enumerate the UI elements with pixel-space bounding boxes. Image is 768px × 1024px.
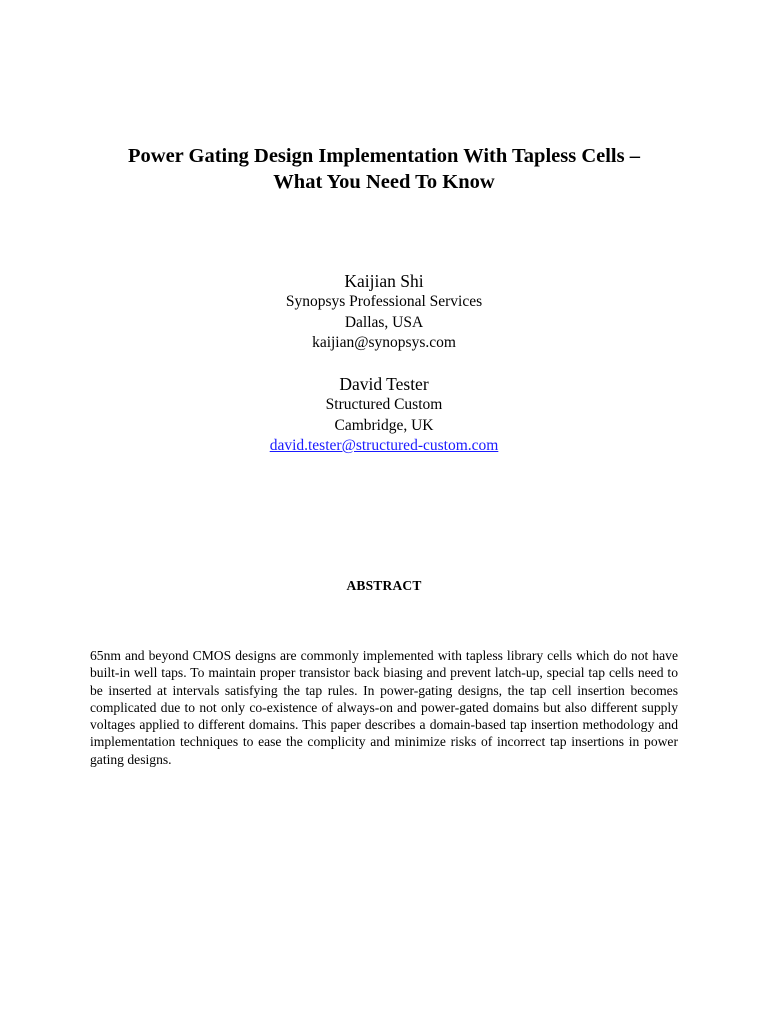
title-line-1: Power Gating Design Implementation With Tapless Cells – [128, 145, 640, 167]
author-affiliation: Synopsys Professional Services [285, 293, 483, 310]
author-email: kaijian@synopsys.com [312, 334, 456, 351]
author-block-1 [84, 270, 684, 354]
author-email-link[interactable]: david.tester@structured-custom.com [269, 437, 499, 454]
abstract-heading: ABSTRACT [346, 578, 422, 593]
abstract-text: 65nm and beyond CMOS designs are commonly implemented with tapless library cells which do not have built-in well taps. To maintain proper transistor back biasing and prevent latch-up, special tap cells need to be inserted at intervals satisfying the tap rules. In power-gating designs, the tap cell insertion becomes complicated due to not only co-existence of always-on and power-gated domains but also different supply voltages applied to different domains. This paper describes a domain-based tap insertion methodology and implementation techniques to ease the complicity and minimize risks of incorrect tap insertions in power gating designs. [90, 648, 678, 767]
paper-title [60, 143, 708, 195]
author-affiliation: Structured Custom [325, 396, 443, 413]
author-location: Dallas, USA [344, 313, 424, 331]
author-location: Cambridge, UK [334, 416, 434, 434]
title-line-2: What You Need To Know [273, 171, 495, 193]
author-block-2 [84, 373, 684, 457]
author-name: Kaijian Shi [344, 271, 424, 291]
author-name: David Tester [339, 374, 429, 394]
